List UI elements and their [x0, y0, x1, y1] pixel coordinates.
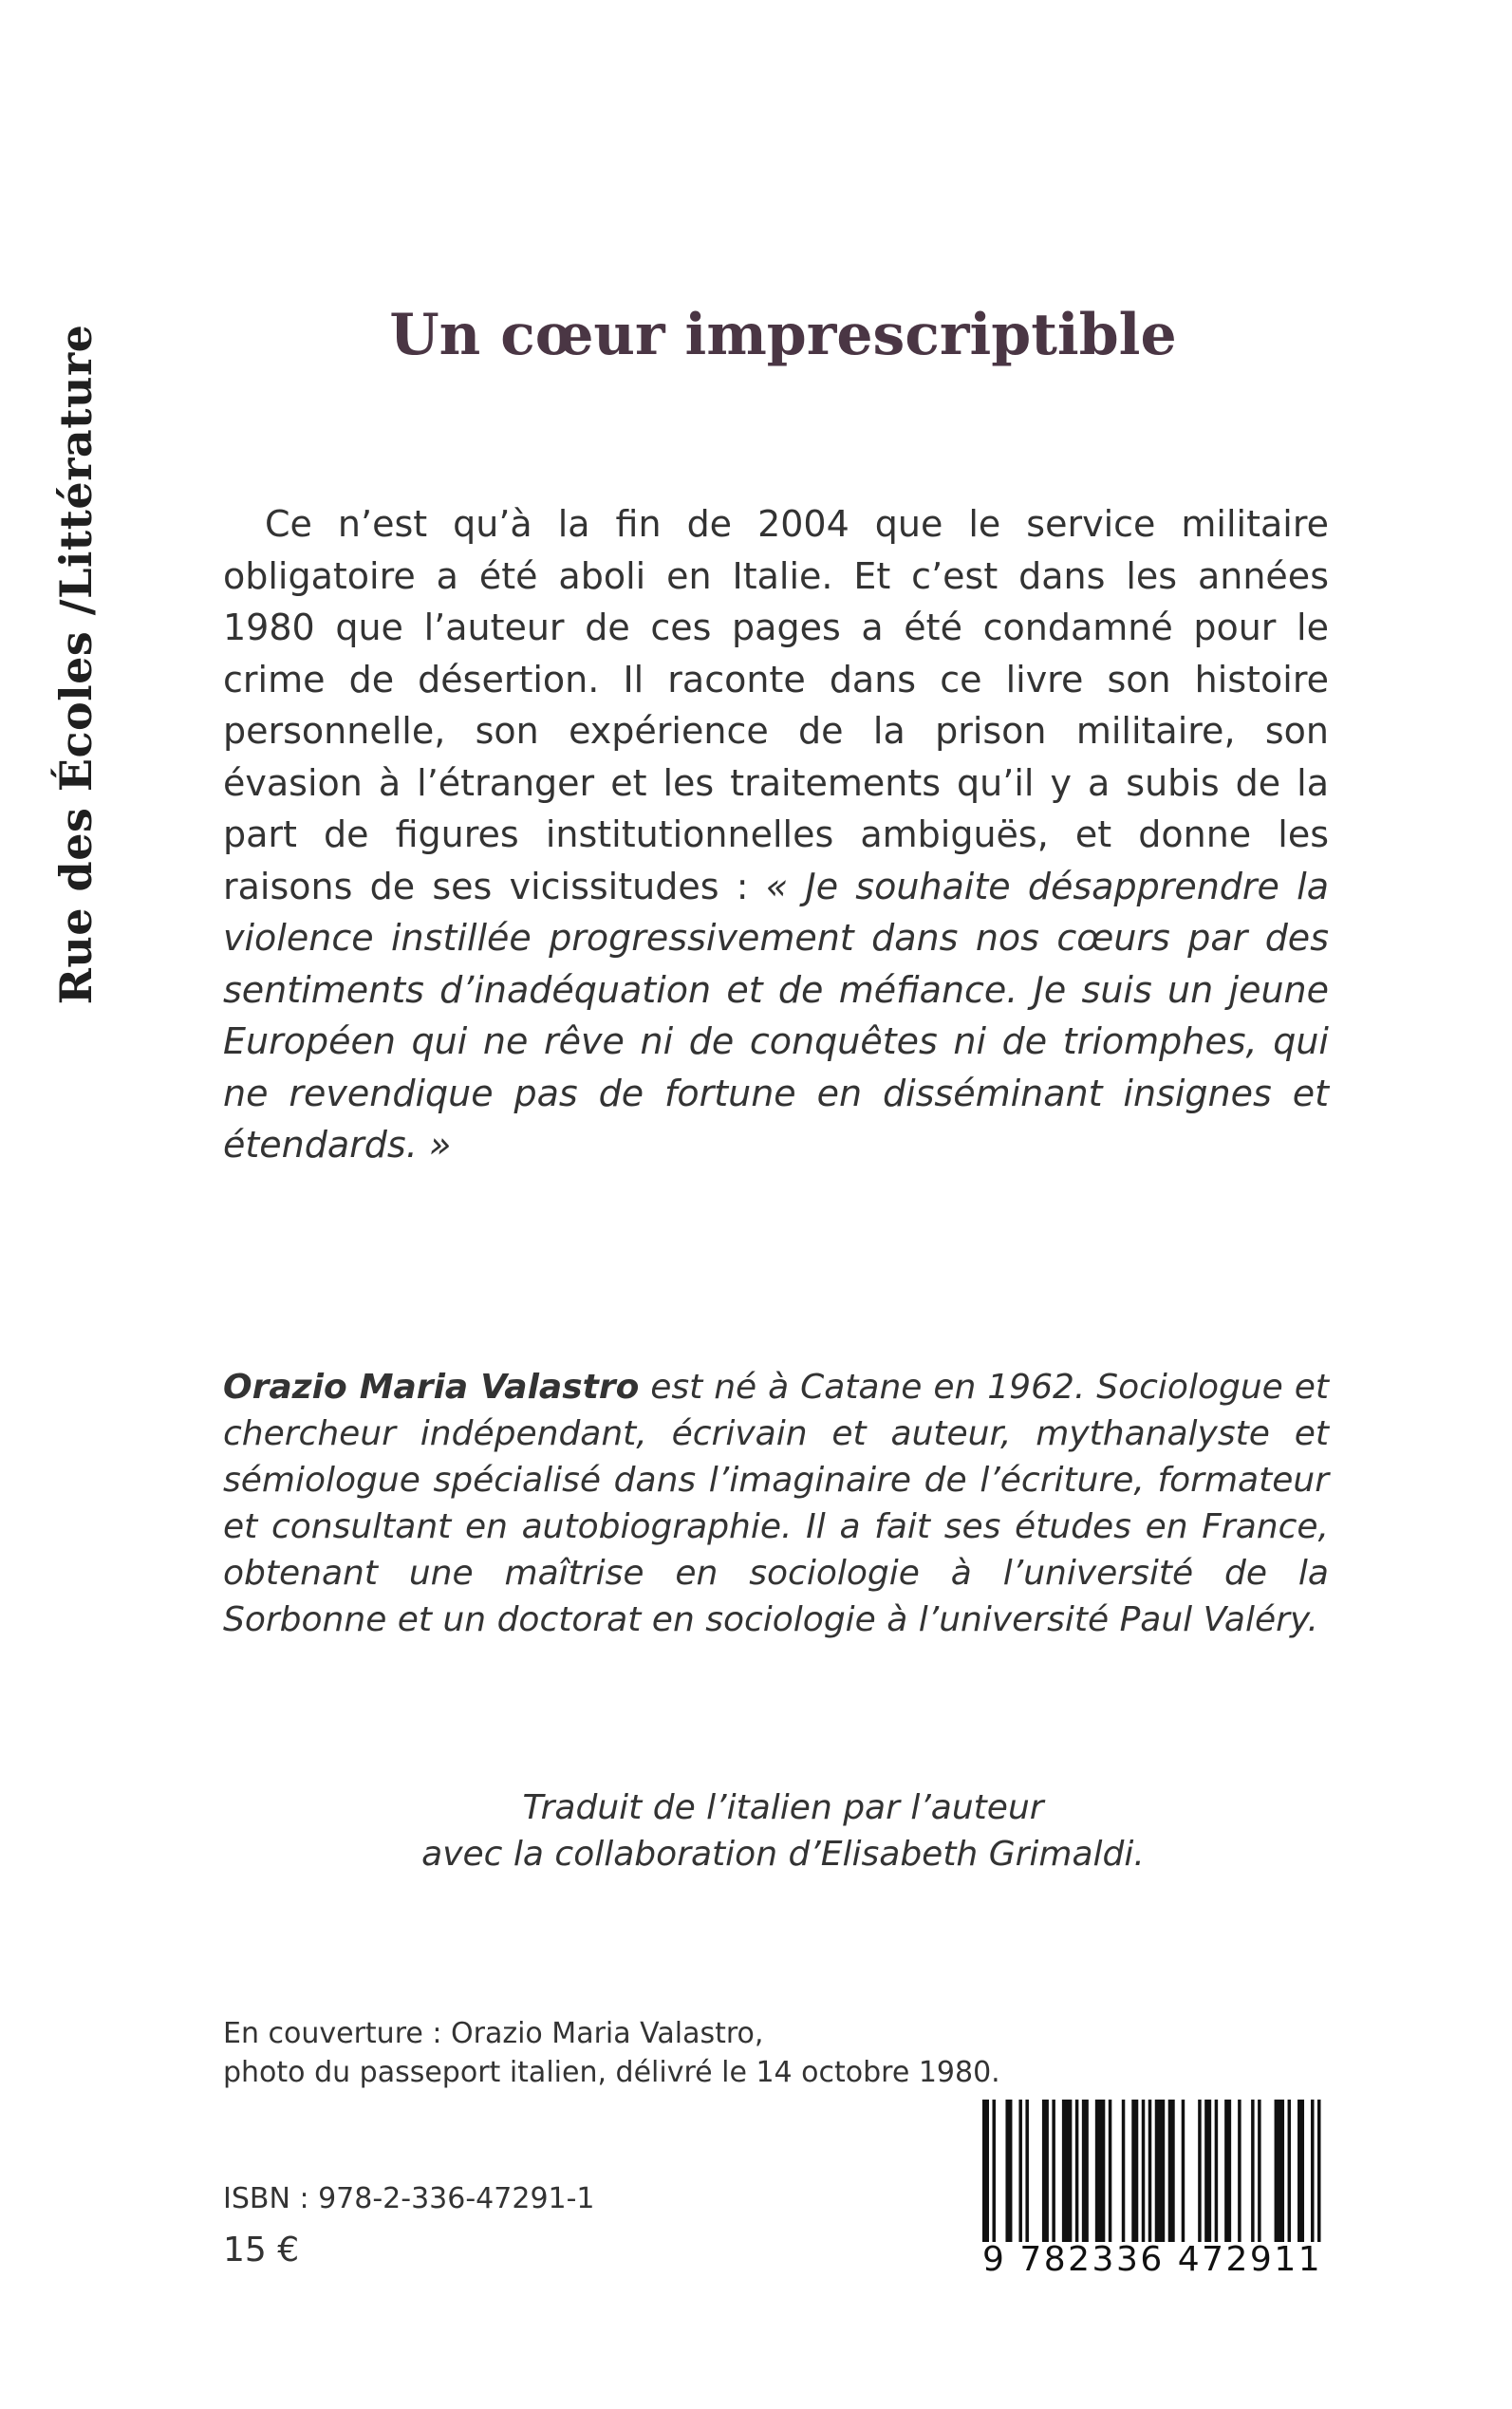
barcode-bar — [1168, 2100, 1175, 2242]
cover-credit — [223, 2014, 1077, 2092]
barcode-bar — [1251, 2100, 1254, 2242]
barcode-bar — [1025, 2100, 1028, 2242]
barcode-bar — [1122, 2100, 1125, 2242]
barcode-bar — [1005, 2100, 1012, 2242]
summary-quote: « Je souhaite désapprendre la violence instillée progressivement dans nos cœurs par des sentiments d’inadéquation et de méfiance. Je suis un jeune Européen qui ne rêve ni de conquêtes ni de triomphes, qui ne revendique pas de fortune en disséminant insignes et étendards. » — [223, 865, 1330, 1166]
barcode-digits: 9 782336 472911 — [982, 2240, 1323, 2279]
barcode-bar — [1075, 2100, 1078, 2242]
barcode-bar — [1288, 2100, 1291, 2242]
summary-intro: Ce n’est qu’à la fin de 2004 que le service militaire obligatoire a été aboli en Italie. Et c’est dans les années 1980 que l’auteur de ces pages a été condamné pour le crime de désertion. Il raconte dans ce livre son histoire personnelle, son expérience de la prison militaire, son évasion à l’étranger et les traitements qu’il y a subis de la part de figures institutionnelles ambiguës, et donne les raisons de ses vicissitudes : — [223, 503, 1329, 907]
barcode-bar — [1095, 2100, 1105, 2242]
barcode-bar — [1311, 2100, 1314, 2242]
barcode — [982, 2100, 1324, 2289]
barcode-bar — [1062, 2100, 1072, 2242]
barcode-bar — [1238, 2100, 1241, 2242]
author-bio — [223, 1364, 1329, 1643]
cover-credit-line-1: En couverture : Orazio Maria Valastro, — [223, 2017, 764, 2050]
barcode-bar — [1155, 2100, 1165, 2242]
barcode-bar — [1198, 2100, 1201, 2242]
barcode-bar — [1297, 2100, 1304, 2242]
barcode-bar — [1109, 2100, 1111, 2242]
barcode-bar — [992, 2100, 995, 2242]
summary-paragraph — [223, 498, 1329, 1171]
barcode-bar — [1131, 2100, 1138, 2242]
barcode-bar — [1018, 2100, 1021, 2242]
barcode-bar — [1258, 2100, 1260, 2242]
barcode-bar — [1052, 2100, 1055, 2242]
barcode-bar — [1182, 2100, 1185, 2242]
barcode-bars — [982, 2100, 1324, 2242]
translation-line-1: Traduit de l’italien par l’auteur — [522, 1788, 1044, 1827]
barcode-bar — [1204, 2100, 1211, 2242]
isbn: ISBN : 978-2-336-47291-1 — [223, 2182, 595, 2215]
barcode-bar — [1215, 2100, 1218, 2242]
cover-credit-line-2: photo du passeport italien, délivré le 14 octobre 1980. — [223, 2056, 1000, 2089]
barcode-bar — [1082, 2100, 1089, 2242]
barcode-bar — [1317, 2100, 1320, 2242]
barcode-bar — [1042, 2100, 1049, 2242]
price: 15 € — [223, 2231, 300, 2269]
author-name: Orazio Maria Valastro — [223, 1368, 640, 1407]
bio-text: est né à Catane en 1962. Sociologue et chercheur indépendant, écrivain et auteur, mythanalyste et sémiologue spécialisé dans l’imaginaire de l’écriture, formateur et consultant en autobiographie. Il a fait ses études en France, obtenant une maîtrise en sociologie à l’université de la Sorbonne et un doctorat en sociologie à l’université Paul Valéry. — [223, 1368, 1329, 1639]
book-title: Un cœur imprescriptible — [389, 302, 1177, 368]
barcode-bar — [1275, 2100, 1284, 2242]
barcode-bar — [1224, 2100, 1231, 2242]
barcode-bar — [1148, 2100, 1151, 2242]
barcode-bar — [1142, 2100, 1145, 2242]
barcode-bar — [982, 2100, 989, 2242]
series-name: Rue des Écoles /Littérature — [50, 324, 102, 1005]
translation-line-2: avec la collaboration d’Elisabeth Grimaldi. — [421, 1835, 1145, 1874]
translation-note — [285, 1784, 1281, 1877]
